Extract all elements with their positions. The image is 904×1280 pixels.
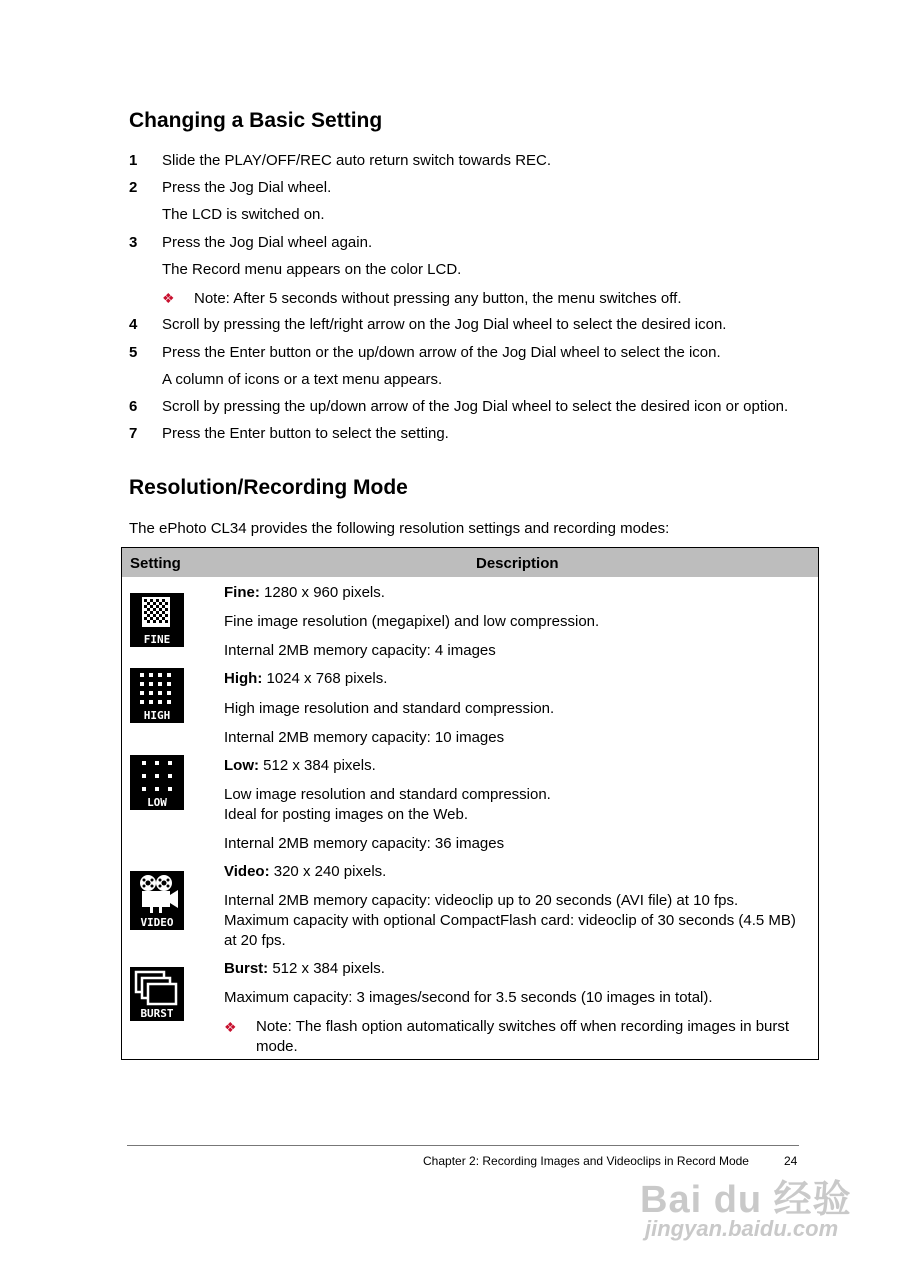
icon-label: BURST [140,1007,174,1020]
step-number: 1 [129,152,138,169]
step-2 [129,179,331,197]
row-fine-line: Fine image resolution (megapixel) and low compression. [224,613,600,630]
row-low-line: Ideal for posting images on the Web. [224,806,469,823]
setting-name: Low: [224,757,259,774]
burst-mode-icon [130,967,184,1021]
row-high-title [224,669,387,689]
step-5-result: A column of icons or a text menu appears. [162,371,443,388]
setting-value: 320 x 240 pixels. [269,863,387,880]
step-number: 4 [129,316,138,333]
step-text: Press the Enter button to select the setting. [162,425,449,442]
step-5 [129,344,721,362]
step-text: Scroll by pressing the up/down arrow of the Jog Dial wheel to select the desired icon or option. [162,398,789,415]
row-burst-line: Maximum capacity: 3 images/second for 3.5 seconds (10 images in total). [224,989,713,1006]
footer-divider [127,1145,799,1146]
icon-label: HIGH [143,709,171,722]
column-header-setting: Setting [130,555,181,572]
setting-name: High: [224,670,263,687]
step-number: 5 [129,344,138,361]
row-burst-title [224,959,385,979]
section-intro: The ePhoto CL34 provides the following resolution settings and recording modes: [129,520,670,537]
resolution-table [121,547,819,1060]
column-header-description: Description [476,555,559,572]
row-video-line: Maximum capacity with optional CompactFlash card: videoclip of 30 seconds (4.5 MB) [224,912,796,929]
diamond-bullet-icon: ❖ [224,1019,237,1035]
icon-label: VIDEO [140,916,174,929]
note-text: Note: After 5 seconds without pressing any button, the menu switches off. [194,290,682,307]
step-3-result: The Record menu appears on the color LCD. [162,261,462,278]
section-title-basic-setting: Changing a Basic Setting [129,109,383,132]
row-video-title [224,862,386,882]
step-text: Press the Jog Dial wheel again. [162,234,373,251]
setting-value: 512 x 384 pixels. [268,960,385,977]
row-high-line: High image resolution and standard compression. [224,700,555,717]
setting-name: Burst: [224,960,269,977]
icon-label: LOW [147,796,167,809]
setting-value: 512 x 384 pixels. [259,757,376,774]
low-resolution-icon [130,755,184,810]
high-resolution-icon [130,668,184,723]
step-text: Slide the PLAY/OFF/REC auto return switch towards REC. [162,152,552,169]
row-low-title [224,756,376,776]
row-fine-line: Internal 2MB memory capacity: 4 images [224,642,496,659]
section-title-resolution: Resolution/Recording Mode [129,476,408,499]
row-video-line: at 20 fps. [224,932,286,949]
setting-name: Fine: [224,584,260,601]
step-text: Press the Jog Dial wheel. [162,179,332,196]
row-fine-title [224,583,385,603]
setting-value: 1280 x 960 pixels. [259,584,385,601]
step-1 [129,152,551,170]
fine-resolution-icon [130,593,184,647]
step-number: 3 [129,234,138,251]
step-number: 7 [129,425,138,442]
watermark-brand: Bai du 经验 [640,1179,852,1221]
row-low-line: Low image resolution and standard compression. [224,786,551,803]
step-3-note [162,289,682,308]
row-low-line: Internal 2MB memory capacity: 36 images [224,835,505,852]
setting-name: Video: [224,863,270,880]
icon-label: FINE [143,633,171,646]
row-video-line: Internal 2MB memory capacity: videoclip up to 20 seconds (AVI file) at 10 fps. [224,892,739,909]
row-high-line: Internal 2MB memory capacity: 10 images [224,729,505,746]
step-text: Scroll by pressing the left/right arrow on the Jog Dial wheel to select the desired icon. [162,316,727,333]
note-text: Note: The flash option automatically switches off when recording images in burst mode. [256,1018,790,1055]
step-number: 2 [129,179,138,196]
step-text: Press the Enter button or the up/down arrow of the Jog Dial wheel to select the icon. [162,344,721,361]
step-number: 6 [129,398,138,415]
table-header [122,548,818,577]
diamond-bullet-icon: ❖ [162,290,175,306]
footer-page-number: 24 [784,1154,798,1168]
step-2-result: The LCD is switched on. [162,206,325,223]
step-4 [129,316,726,334]
step-7 [129,425,449,443]
video-mode-icon [130,871,184,930]
footer-chapter: Chapter 2: Recording Images and Videoclips in Record Mode [423,1154,749,1168]
row-burst-note [224,1017,790,1055]
setting-value: 1024 x 768 pixels. [262,670,388,687]
step-3 [129,234,372,252]
step-6 [129,398,788,416]
watermark-url: jingyan.baidu.com [645,1216,839,1241]
